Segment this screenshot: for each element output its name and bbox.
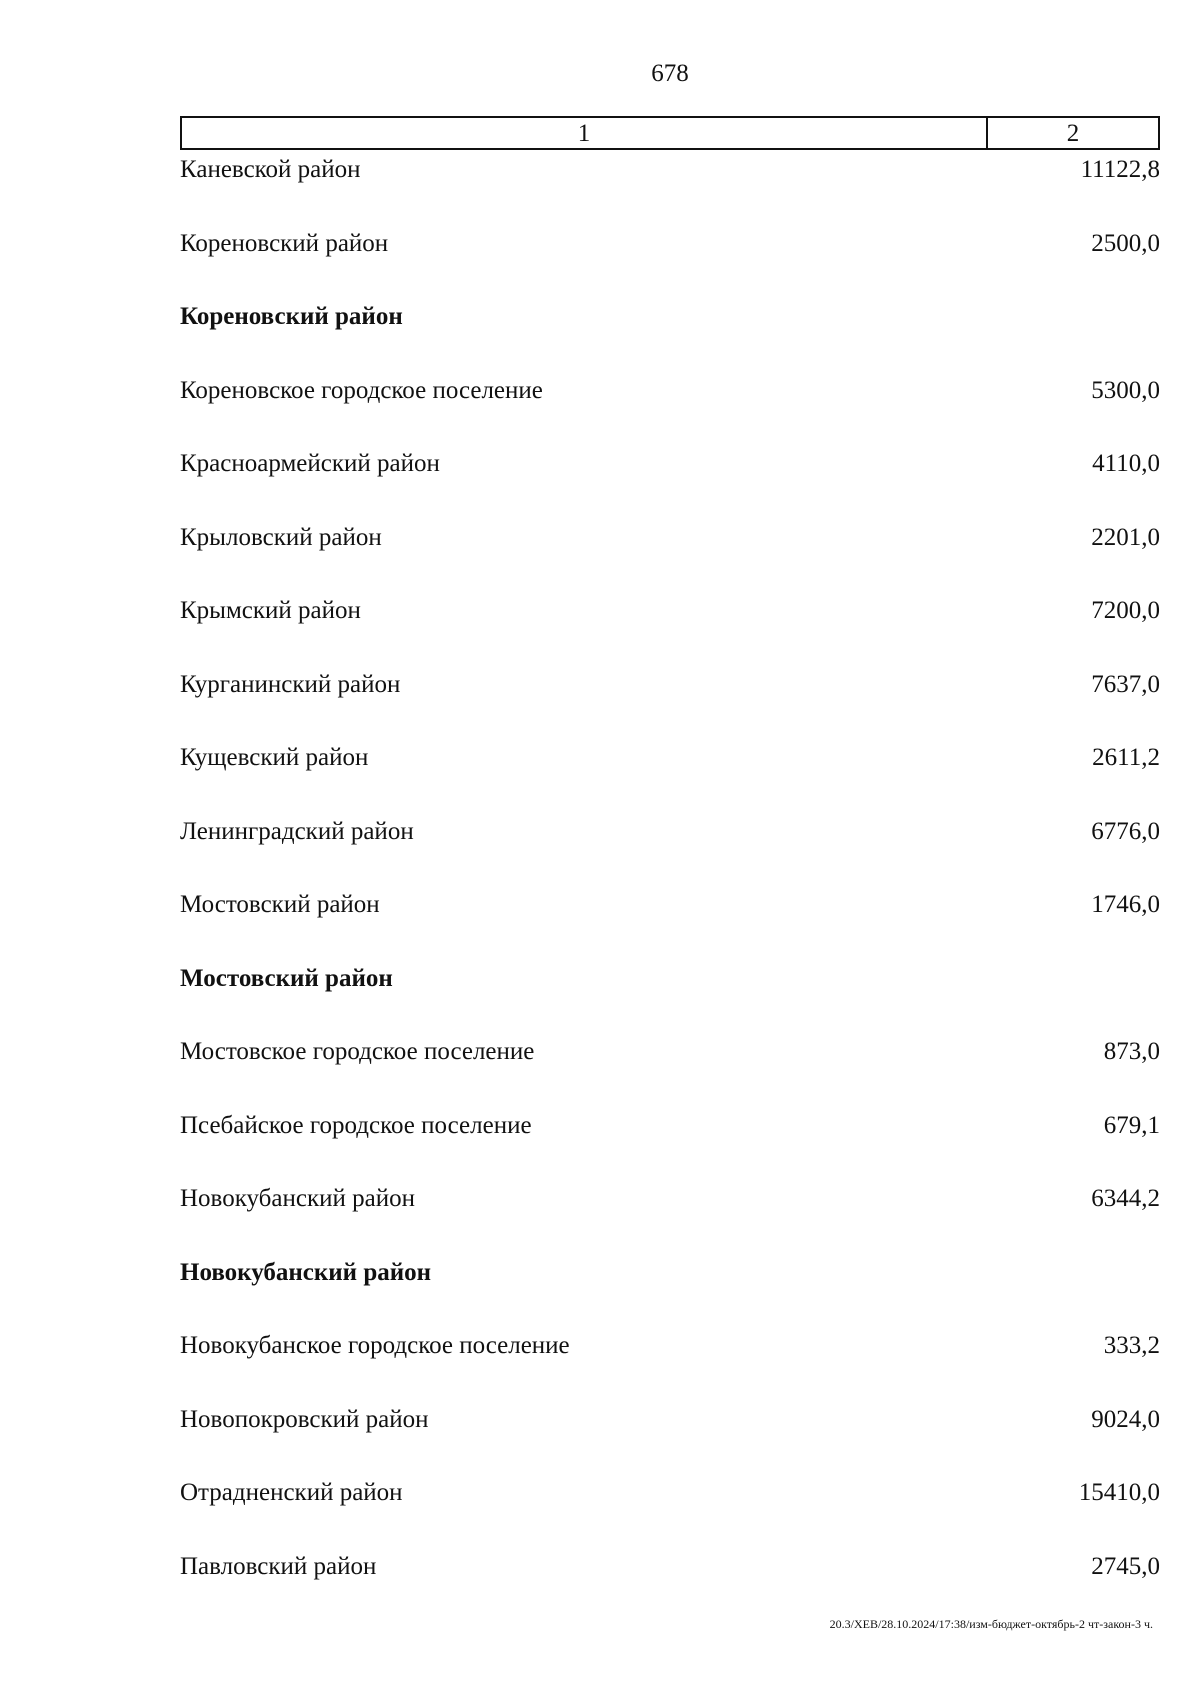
row-value: 4110,0	[1092, 450, 1160, 477]
row-value: 6776,0	[1091, 817, 1160, 845]
row-value: 2201,0	[1091, 523, 1160, 551]
row-value: 2500,0	[1091, 229, 1160, 257]
table-row	[180, 1179, 1160, 1253]
row-value: 7637,0	[1091, 670, 1160, 698]
row-name: Мостовское городское поселение	[180, 1038, 535, 1065]
row-name: Кореновский район	[180, 229, 389, 257]
column-header-2: 2	[1066, 120, 1080, 147]
row-name: Каневской район	[180, 156, 361, 183]
table-row	[180, 444, 1160, 518]
row-name: Курганинский район	[180, 670, 401, 698]
row-name: Крымский район	[180, 597, 361, 624]
table-row	[180, 518, 1160, 592]
row-heading-name: Новокубанский район	[180, 1258, 432, 1286]
document-footer: 20.3/ХЕВ/28.10.2024/17:38/изм-бюджет-октябрь-2 чт-закон-3 ч.	[829, 1617, 1153, 1631]
row-value: 7200,0	[1091, 597, 1160, 624]
row-value: 5300,0	[1091, 376, 1160, 404]
table-row	[180, 665, 1160, 739]
table-row	[180, 885, 1160, 959]
row-value: 11122,8	[1080, 156, 1160, 183]
row-name: Псебайское городское поселение	[180, 1111, 532, 1139]
table-row	[180, 1032, 1160, 1106]
table-row	[180, 1547, 1160, 1621]
row-name: Новопокровский район	[180, 1405, 429, 1433]
row-heading-name: Кореновский район	[180, 303, 403, 330]
row-name: Павловский район	[180, 1552, 377, 1580]
table-row	[180, 150, 1160, 224]
row-name: Красноармейский район	[180, 450, 440, 477]
row-name: Кущевский район	[180, 744, 369, 771]
row-value: 2745,0	[1091, 1552, 1160, 1580]
table-header	[180, 116, 1160, 150]
row-value: 2611,2	[1092, 744, 1160, 771]
table-row	[180, 812, 1160, 886]
row-value: 873,0	[1103, 1038, 1160, 1065]
row-value: 6344,2	[1091, 1185, 1160, 1212]
row-name: Новокубанское городское поселение	[180, 1332, 570, 1359]
page-number: 678	[651, 60, 689, 87]
table-row-heading	[180, 297, 1160, 371]
row-name: Ленинградский район	[180, 817, 414, 845]
row-value: 1746,0	[1091, 891, 1160, 918]
row-value: 9024,0	[1091, 1405, 1160, 1433]
column-header-1: 1	[182, 118, 988, 148]
table-row-heading	[180, 959, 1160, 1033]
table-row-heading	[180, 1253, 1160, 1327]
table-row	[180, 1400, 1160, 1474]
row-name: Крыловский район	[180, 523, 382, 551]
table-body	[180, 150, 1160, 1620]
table-row	[180, 1473, 1160, 1547]
table-row	[180, 738, 1160, 812]
row-value: 679,1	[1103, 1111, 1160, 1139]
row-name: Мостовский район	[180, 891, 380, 918]
table-row	[180, 224, 1160, 298]
row-heading-name: Мостовский район	[180, 964, 393, 992]
table-row	[180, 371, 1160, 445]
row-value: 15410,0	[1078, 1479, 1160, 1506]
row-value: 333,2	[1103, 1332, 1160, 1359]
row-name: Кореновское городское поселение	[180, 376, 543, 404]
table-row	[180, 591, 1160, 665]
row-name: Новокубанский район	[180, 1185, 415, 1212]
row-name: Отрадненский район	[180, 1479, 403, 1506]
table-row	[180, 1326, 1160, 1400]
table-row	[180, 1106, 1160, 1180]
